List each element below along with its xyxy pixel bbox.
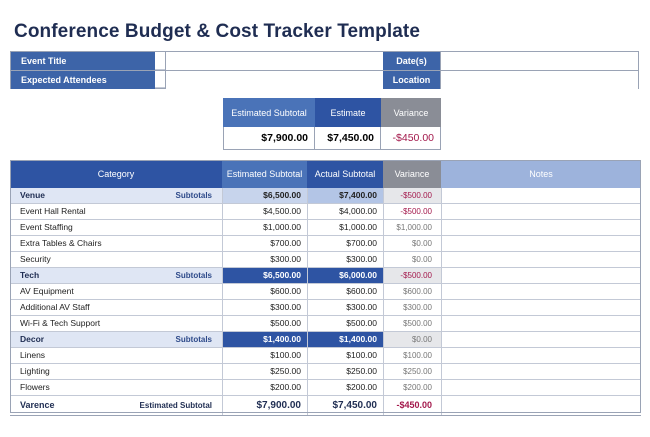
category-cell[interactable]	[10, 188, 222, 203]
table-row	[10, 300, 641, 316]
variance-header: Variance	[383, 160, 441, 188]
subtotal-row	[10, 268, 641, 284]
actual-cell[interactable]: $600.00	[307, 284, 383, 299]
expected-attendees-label: Expected Attendees	[11, 71, 155, 89]
notes-cell[interactable]	[441, 236, 641, 251]
actual-cell[interactable]: $6,000.00	[307, 268, 383, 283]
category-label: Flowers	[20, 382, 50, 392]
variance-cell[interactable]: $250.00	[383, 364, 441, 379]
actual-cell[interactable]: $500.00	[307, 316, 383, 331]
category-cell[interactable]	[10, 332, 222, 347]
estimated-subtotal-label: Estimated Subtotal	[139, 401, 212, 410]
category-cell[interactable]	[10, 380, 222, 395]
expected-attendees-field[interactable]	[165, 71, 383, 89]
category-cell[interactable]	[10, 300, 222, 315]
category-label: Tech	[20, 270, 40, 280]
location-field[interactable]	[440, 71, 638, 89]
estimated-cell[interactable]: $200.00	[222, 380, 307, 395]
category-label: Event Hall Rental	[20, 206, 86, 216]
category-cell[interactable]	[10, 268, 222, 283]
notes-cell[interactable]	[441, 300, 641, 315]
estimated-cell[interactable]: $500.00	[222, 316, 307, 331]
table-row	[10, 204, 641, 220]
category-cell[interactable]	[10, 316, 222, 331]
variance-cell[interactable]: $500.00	[383, 316, 441, 331]
estimated-cell[interactable]: $1,400.00	[222, 332, 307, 347]
actual-cell[interactable]: $300.00	[307, 300, 383, 315]
actual-cell[interactable]: $700.00	[307, 236, 383, 251]
estimated-cell[interactable]: $1,000.00	[222, 220, 307, 235]
variance-cell[interactable]: $1,000.00	[383, 220, 441, 235]
category-label: AV Equipment	[20, 286, 74, 296]
category-cell[interactable]	[10, 348, 222, 363]
summary-estimated-subtotal-value[interactable]: $7,900.00	[223, 127, 315, 150]
estimated-cell[interactable]: $4,500.00	[222, 204, 307, 219]
notes-cell[interactable]	[441, 396, 641, 415]
category-label: Wi-Fi & Tech Support	[20, 318, 101, 328]
category-header: Category	[10, 160, 222, 188]
actual-cell[interactable]: $7,400.00	[307, 188, 383, 203]
notes-cell[interactable]	[441, 348, 641, 363]
actual-cell[interactable]: $250.00	[307, 364, 383, 379]
notes-cell[interactable]	[441, 316, 641, 331]
estimated-cell[interactable]: $300.00	[222, 252, 307, 267]
event-title-label: Event Title	[11, 52, 155, 70]
subtotals-label: Subtotals	[175, 335, 212, 344]
location-label: Location	[383, 71, 440, 89]
variance-cell[interactable]: -$500.00	[383, 268, 441, 283]
variance-cell[interactable]: $100.00	[383, 348, 441, 363]
variance-cell[interactable]: $0.00	[383, 332, 441, 347]
summary-estimate-value[interactable]: $7,450.00	[315, 127, 381, 150]
actual-cell[interactable]: $200.00	[307, 380, 383, 395]
variance-cell[interactable]: $0.00	[383, 236, 441, 251]
actual-subtotal-header: Actual Subtotal	[307, 160, 383, 188]
estimated-subtotal-header: Estimated Subtotal	[222, 160, 307, 188]
category-label: Lighting	[20, 366, 50, 376]
table-row	[10, 284, 641, 300]
table-row	[10, 316, 641, 332]
total-actual-cell[interactable]: $7,450.00	[307, 396, 383, 415]
notes-cell[interactable]	[441, 364, 641, 379]
dates-label: Date(s)	[383, 52, 440, 70]
category-cell[interactable]	[10, 220, 222, 235]
variance-cell[interactable]: $200.00	[383, 380, 441, 395]
table-row	[10, 252, 641, 268]
actual-cell[interactable]: $1,400.00	[307, 332, 383, 347]
notes-cell[interactable]	[441, 332, 641, 347]
dates-field[interactable]	[440, 52, 638, 70]
category-label: Event Staffing	[20, 222, 73, 232]
category-label: Venue	[20, 190, 46, 200]
actual-cell[interactable]: $300.00	[307, 252, 383, 267]
subtotal-row	[10, 188, 641, 204]
summary-variance-value[interactable]: -$450.00	[381, 127, 441, 150]
subtotals-label: Subtotals	[175, 191, 212, 200]
estimated-cell[interactable]: $300.00	[222, 300, 307, 315]
variance-cell[interactable]: -$500.00	[383, 204, 441, 219]
category-cell[interactable]	[10, 364, 222, 379]
category-label: Additional AV Staff	[20, 302, 90, 312]
notes-cell[interactable]	[441, 284, 641, 299]
variance-cell[interactable]: $600.00	[383, 284, 441, 299]
notes-cell[interactable]	[441, 188, 641, 203]
event-title-field[interactable]	[165, 52, 383, 70]
notes-cell[interactable]	[441, 268, 641, 283]
notes-cell[interactable]	[441, 380, 641, 395]
subtotals-label: Subtotals	[175, 271, 212, 280]
page-title: Conference Budget & Cost Tracker Template	[14, 21, 421, 42]
table-row	[10, 364, 641, 380]
total-estimated-cell[interactable]: $7,900.00	[222, 396, 307, 415]
variance-cell[interactable]: $0.00	[383, 252, 441, 267]
category-label: Linens	[20, 350, 46, 360]
category-cell[interactable]	[10, 252, 222, 267]
category-label: Extra Tables & Chairs	[20, 238, 102, 248]
estimated-cell[interactable]: $700.00	[222, 236, 307, 251]
estimated-cell[interactable]: $250.00	[222, 364, 307, 379]
actual-cell[interactable]: $4,000.00	[307, 204, 383, 219]
category-cell[interactable]	[10, 236, 222, 251]
notes-cell[interactable]	[441, 204, 641, 219]
variance-cell[interactable]: -$500.00	[383, 188, 441, 203]
summary-estimated-subtotal-header: Estimated Subtotal	[223, 98, 315, 127]
event-info-table	[10, 51, 639, 89]
info-row-2	[11, 70, 638, 88]
table-row	[10, 236, 641, 252]
estimated-cell[interactable]: $6,500.00	[222, 268, 307, 283]
summary-estimate-header: Estimate	[315, 98, 381, 127]
table-row	[10, 348, 641, 364]
category-cell[interactable]	[10, 204, 222, 219]
total-variance-cell[interactable]: -$450.00	[383, 396, 441, 415]
category-cell[interactable]	[10, 284, 222, 299]
variance-total-row	[10, 396, 641, 416]
actual-cell[interactable]: $100.00	[307, 348, 383, 363]
notes-cell[interactable]	[441, 252, 641, 267]
table-row	[10, 380, 641, 396]
budget-table-header	[10, 160, 641, 188]
info-row-1	[11, 52, 638, 70]
notes-cell[interactable]	[441, 220, 641, 235]
variance-cell[interactable]: $300.00	[383, 300, 441, 315]
category-cell	[10, 396, 222, 415]
estimated-cell[interactable]: $600.00	[222, 284, 307, 299]
estimated-cell[interactable]: $100.00	[222, 348, 307, 363]
actual-cell[interactable]: $1,000.00	[307, 220, 383, 235]
category-label: Decor	[20, 334, 45, 344]
notes-header: Notes	[441, 160, 641, 188]
summary-variance-header: Variance	[381, 98, 441, 127]
category-label: Security	[20, 254, 51, 264]
table-row	[10, 220, 641, 236]
estimated-cell[interactable]: $6,500.00	[222, 188, 307, 203]
summary-table	[223, 98, 441, 151]
total-label: Varence	[20, 400, 55, 410]
subtotal-row	[10, 332, 641, 348]
